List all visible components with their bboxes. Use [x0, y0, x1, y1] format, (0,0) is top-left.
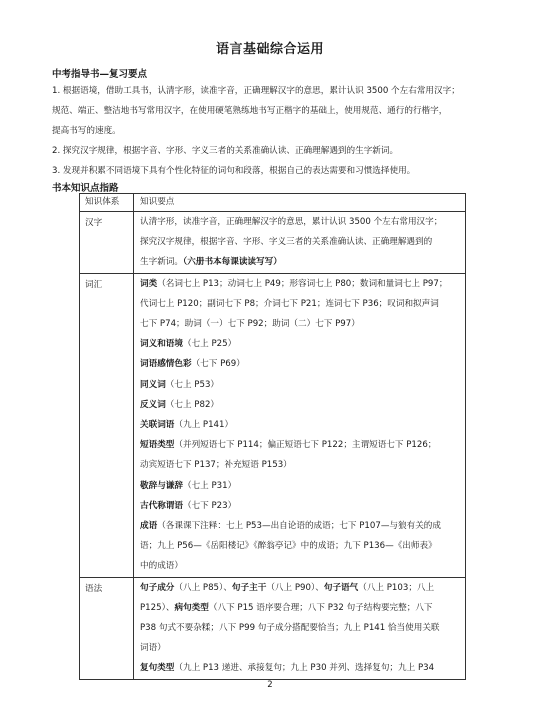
- item-idioms: 成语（各课课下注释：七上 P53—出自论语的成语；七下 P107—与狼有关的成: [140, 521, 441, 532]
- item-meaning-context: 词义和语境（七上 P25）: [140, 339, 237, 350]
- review-point-1: [52, 81, 488, 141]
- header-category: 知识体系: [80, 194, 134, 212]
- table-row-yufa: [80, 577, 466, 679]
- table-row-hanzi: [80, 212, 466, 274]
- table-header-row: [80, 194, 466, 212]
- table-row-cihui: [80, 273, 466, 577]
- header-points: 知识要点: [134, 194, 466, 212]
- review-point-2-line-1: 2. 探究汉字规律，根据字音、字形、字义三者的关系准确认读、正确理解遇到的生字新词。: [52, 146, 399, 156]
- knowledge-table: [79, 193, 466, 680]
- review-point-3: [52, 161, 488, 181]
- item-emotional-color: 词语感情色彩（七下 P69）: [140, 359, 245, 370]
- item-antonyms: 反义词（七上 P82）: [140, 399, 220, 410]
- points-cihui: 词类（名词七上 P13；动词七上 P49；形容词七上 P80；数词和量词七上 P97； 代词七上 P120；副词七下 P8；介词七下 P21；连词七下 P36；叹词和拟声词 七下 P74；助词（一）七下 P92；助词（二）七下 P97） 词义和语境（七上 P25） 词语感情色彩（七下 P69） 同义词（七上 P53） 反义词（七上 P82） 关联词语（九上 P141） 短语类型（并列短语七下 P114；偏正短语七下 P122；主谓短语七下 P126； 动宾短语七下 P137；补充短语 P153） 敬辞与谦辞（七上 P31） 古代称谓语（七下 P23） 成语（各课课下注释：七上 P53—出自论语的成语；七下 P107—与狼有关的成 语；九上 P56—《岳阳楼记》《醉翁亭记》中的成语；九下 P136—《出师表》 中的成语）: [134, 273, 466, 577]
- item-complex-sentence: 复句类型（九上 P13 递进、承接复句；九上 P30 并列、选择复句；九上 P34: [140, 663, 435, 674]
- section-heading-knowledge: 书本知识点指路: [52, 183, 119, 194]
- item-word-class: 词类（名词七上 P13；动词七上 P49；形容词七上 P80；数词和量词七上 P97；: [140, 278, 448, 289]
- page-number: 2: [267, 680, 273, 690]
- item-honorifics: 敬辞与谦辞（七上 P31）: [140, 480, 237, 491]
- review-point-1-line-1: 1. 根据语境，借助工具书，认清字形，读准字音，正确理解汉字的意思，累计认识 3500 个左右常用汉字；: [52, 86, 460, 96]
- category-cihui: 词汇: [80, 273, 134, 577]
- category-yufa: 语法: [80, 577, 134, 679]
- category-hanzi: 汉字: [80, 212, 134, 274]
- review-point-3-line-1: 3. 发现并积累不同语境下具有个性化特征的词句和段落，根据自己的表达需要和习惯选择使用。: [52, 166, 416, 176]
- review-point-1-line-3: 提高书写的速度。: [52, 126, 121, 136]
- review-point-1-line-2: 规范、端正、整洁地书写常用汉字，在使用硬笔熟练地书写正楷字的基础上，使用规范、通行的行楷字，: [52, 106, 448, 116]
- section-heading-review: 中考指导书—复习要点: [52, 69, 148, 80]
- points-yufa: 句子成分（八上 P85）、句子主干（八上 P90）、句子语气（八上 P103；八上 P125）、病句类型（八下 P15 语序要合理；八下 P32 句子结构要完整；八下 P38 句式不要杂糅；八下 P99 句子成分搭配要恰当；九上 P141 恰当使用关联 词语） 复句类型（九上 P13 递进、承接复句；九上 P30 并列、选择复句；九上 P34: [134, 577, 466, 679]
- points-hanzi: 认清字形，读准字音，正确理解汉字的意思，累计认识 3500 个左右常用汉字； 探究汉字规律，根据字音、字形、字义三者的关系准确认读、正确理解遇到的 生字新词。（六册书本每课读读写写）: [134, 212, 466, 274]
- review-point-2: [52, 141, 488, 161]
- item-ancient-titles: 古代称谓语（七下 P23）: [140, 500, 237, 511]
- item-phrase-types: 短语类型（并列短语七下 P114；偏正短语七下 P122；主谓短语七下 P126；: [140, 440, 437, 451]
- item-synonyms: 同义词（七上 P53）: [140, 379, 220, 390]
- page-title: 语言基础综合运用: [215, 42, 324, 57]
- item-conjunctions: 关联词语（九上 P141）: [140, 420, 234, 431]
